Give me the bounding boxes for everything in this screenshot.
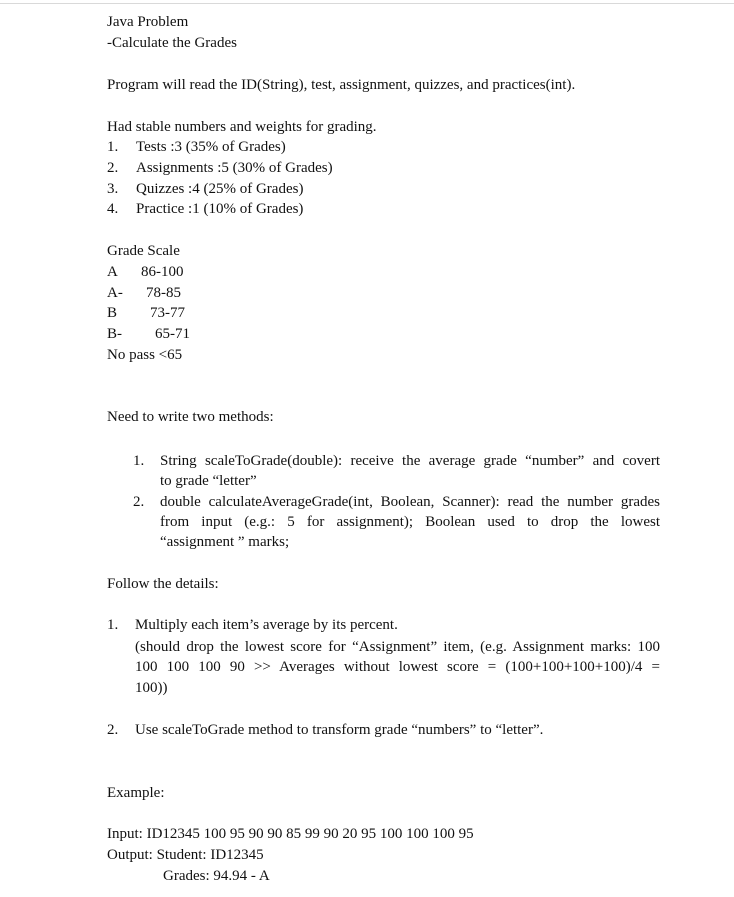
example-grades: Grades: 94.94 - A <box>163 868 270 884</box>
detail-text-line: Use scaleToGrade method to transform grade “numbers” to “letter”. <box>135 722 544 738</box>
page-top-border <box>0 3 734 4</box>
intro-paragraph: Program will read the ID(String), test, assignment, quizzes, and practices(int). <box>107 77 576 93</box>
grade-letter: A <box>107 264 118 280</box>
list-text: Quizzes :4 (25% of Grades) <box>136 181 304 197</box>
list-number: 3. <box>107 181 119 197</box>
grade-letter: B- <box>107 326 122 342</box>
grade-scale-heading: Grade Scale <box>107 243 180 259</box>
grade-letter: B <box>107 305 118 321</box>
document-subtitle: -Calculate the Grades <box>107 35 237 51</box>
grade-range: 65-71 <box>155 326 190 342</box>
list-number: 1. <box>107 139 119 155</box>
detail-text-line: 100)) <box>135 680 168 696</box>
detail-text-line: 100 100 100 90 >> Averages without lowest score = (100+100+100+100)/4 = <box>135 659 660 675</box>
detail-text-line: (should drop the lowest score for “Assignment” item, (e.g. Assignment marks: 100 <box>135 639 660 655</box>
list-number: 2. <box>133 494 145 510</box>
document-title: Java Problem <box>107 14 189 30</box>
method-text-line: “assignment ” marks; <box>160 534 290 550</box>
no-pass-row: No pass <65 <box>107 347 183 363</box>
list-number: 1. <box>133 453 145 469</box>
list-number: 1. <box>107 617 119 633</box>
list-number: 2. <box>107 160 119 176</box>
example-heading: Example: <box>107 785 165 801</box>
grade-range: 86-100 <box>141 264 184 280</box>
weights-heading: Had stable numbers and weights for grading. <box>107 119 377 135</box>
list-number: 2. <box>107 722 119 738</box>
list-number: 4. <box>107 201 119 217</box>
list-text: Tests :3 (35% of Grades) <box>136 139 286 155</box>
example-input: Input: ID12345 100 95 90 90 85 99 90 20 95 100 100 100 95 <box>107 826 474 842</box>
method-text-line: String scaleToGrade(double): receive the average grade “number” and covert <box>160 453 660 469</box>
details-heading: Follow the details: <box>107 576 219 592</box>
grade-letter: A- <box>107 285 123 301</box>
list-text: Practice :1 (10% of Grades) <box>136 201 304 217</box>
method-text-line: from input (e.g.: 5 for assignment); Boolean used to drop the lowest <box>160 514 660 530</box>
method-text-line: to grade “letter” <box>160 473 257 489</box>
detail-text-line: Multiply each item’s average by its percent. <box>135 617 398 633</box>
grade-range: 73-77 <box>150 305 185 321</box>
grade-range: 78-85 <box>146 285 181 301</box>
methods-heading: Need to write two methods: <box>107 409 274 425</box>
example-output: Output: Student: ID12345 <box>107 847 264 863</box>
list-text: Assignments :5 (30% of Grades) <box>136 160 333 176</box>
method-text-line: double calculateAverageGrade(int, Boolean, Scanner): read the number grades <box>160 494 660 510</box>
